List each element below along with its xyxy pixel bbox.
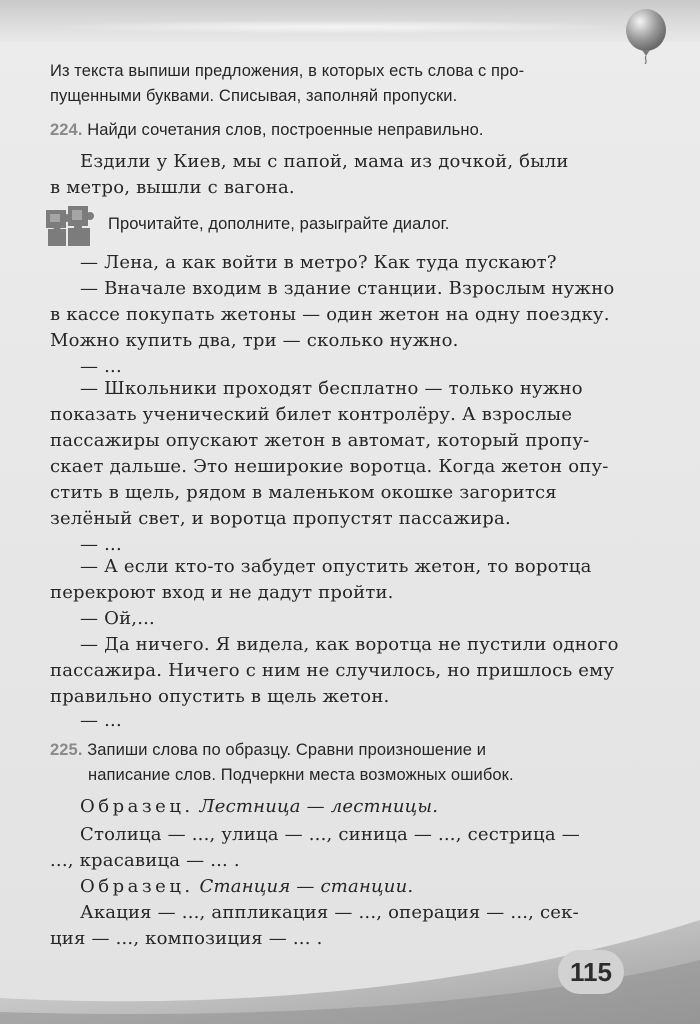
dialog-line: перекроют вход и не дадут пройти. xyxy=(50,582,394,603)
dialog-line: — ... xyxy=(80,710,122,731)
word-list-line: Столица — ..., улица — ..., синица — ..., сестрица — xyxy=(80,824,580,845)
dialog-line: — ... xyxy=(80,534,122,555)
dialog-task-instruction: Прочитайте, дополните, разыграйте диалог. xyxy=(108,215,450,233)
exercise-224-text: в метро, вышли с вагона. xyxy=(50,177,295,198)
dialog-line: скает дальше. Это неширокие воротца. Когда жетон опу- xyxy=(50,456,609,477)
exercise-number: 224. xyxy=(50,121,83,139)
sample-words: Лестница — лестницы. xyxy=(199,796,439,817)
dialog-line: Можно купить два, три — сколько нужно. xyxy=(50,330,459,351)
dialog-line: — Вначале входим в здание станции. Взрослым нужно xyxy=(80,278,615,299)
dialog-line: — Школьники проходят бесплатно — только нужно xyxy=(80,378,583,399)
intro-line: Из текста выпиши предложения, в которых есть слова с про- xyxy=(50,62,525,80)
word-list-line: ..., красавица — ... . xyxy=(50,850,240,871)
dialog-line: в кассе покупать жетоны — один жетон на одну поездку. xyxy=(50,304,610,325)
dialog-line: правильно опустить в щель жетон. xyxy=(50,686,390,707)
word-list-line: Акация — ..., аппликация — ..., операция — ..., сек- xyxy=(80,902,579,923)
sample-label: Образец. xyxy=(80,876,194,897)
dialog-line: показать ученический билет контролёру. А взрослые xyxy=(50,404,573,425)
dialog-line: зелёный свет, и воротца пропустят пассажира. xyxy=(50,508,511,529)
intro-line: пущенными буквами. Списывая, заполняй пропуски. xyxy=(50,87,458,105)
dialog-line: — Ой,... xyxy=(80,608,155,629)
instruction-text: Запиши слова по образцу. Сравни произношение и xyxy=(87,741,487,759)
word-list-line: ция — ..., композиция — ... . xyxy=(50,928,323,949)
exercise-225-instruction: написание слов. Подчеркни места возможных ошибок. xyxy=(88,766,514,784)
puzzle-icon xyxy=(44,202,96,248)
exercise-224-instruction xyxy=(50,121,484,140)
dialog-line: пассажиры опускают жетон в автомат, который пропу- xyxy=(50,430,590,451)
page-number: 115 xyxy=(558,950,624,994)
dialog-line: — Лена, а как войти в метро? Как туда пускают? xyxy=(80,252,557,273)
balloon-icon xyxy=(620,6,672,64)
exercise-225-instruction xyxy=(50,741,486,760)
dialog-line: — А если кто-то забудет опустить жетон, то воротца xyxy=(80,556,592,577)
sample-words: Станция — станции. xyxy=(199,876,414,897)
dialog-line: — ... xyxy=(80,356,122,377)
dialog-line: пассажира. Ничего с ним не случилось, но пришлось ему xyxy=(50,660,615,681)
instruction-text: Найди сочетания слов, построенные неправильно. xyxy=(87,121,484,139)
sample-label: Образец. xyxy=(80,796,194,817)
page-header-band xyxy=(0,0,700,42)
dialog-line: стить в щель, рядом в маленьком окошке загорится xyxy=(50,482,557,503)
dialog-line: — Да ничего. Я видела, как воротца не пустили одного xyxy=(80,634,619,655)
sample-line xyxy=(80,796,438,817)
exercise-224-text: Ездили у Киев, мы с папой, мама из дочкой, были xyxy=(80,151,569,172)
exercise-number: 225. xyxy=(50,741,83,759)
